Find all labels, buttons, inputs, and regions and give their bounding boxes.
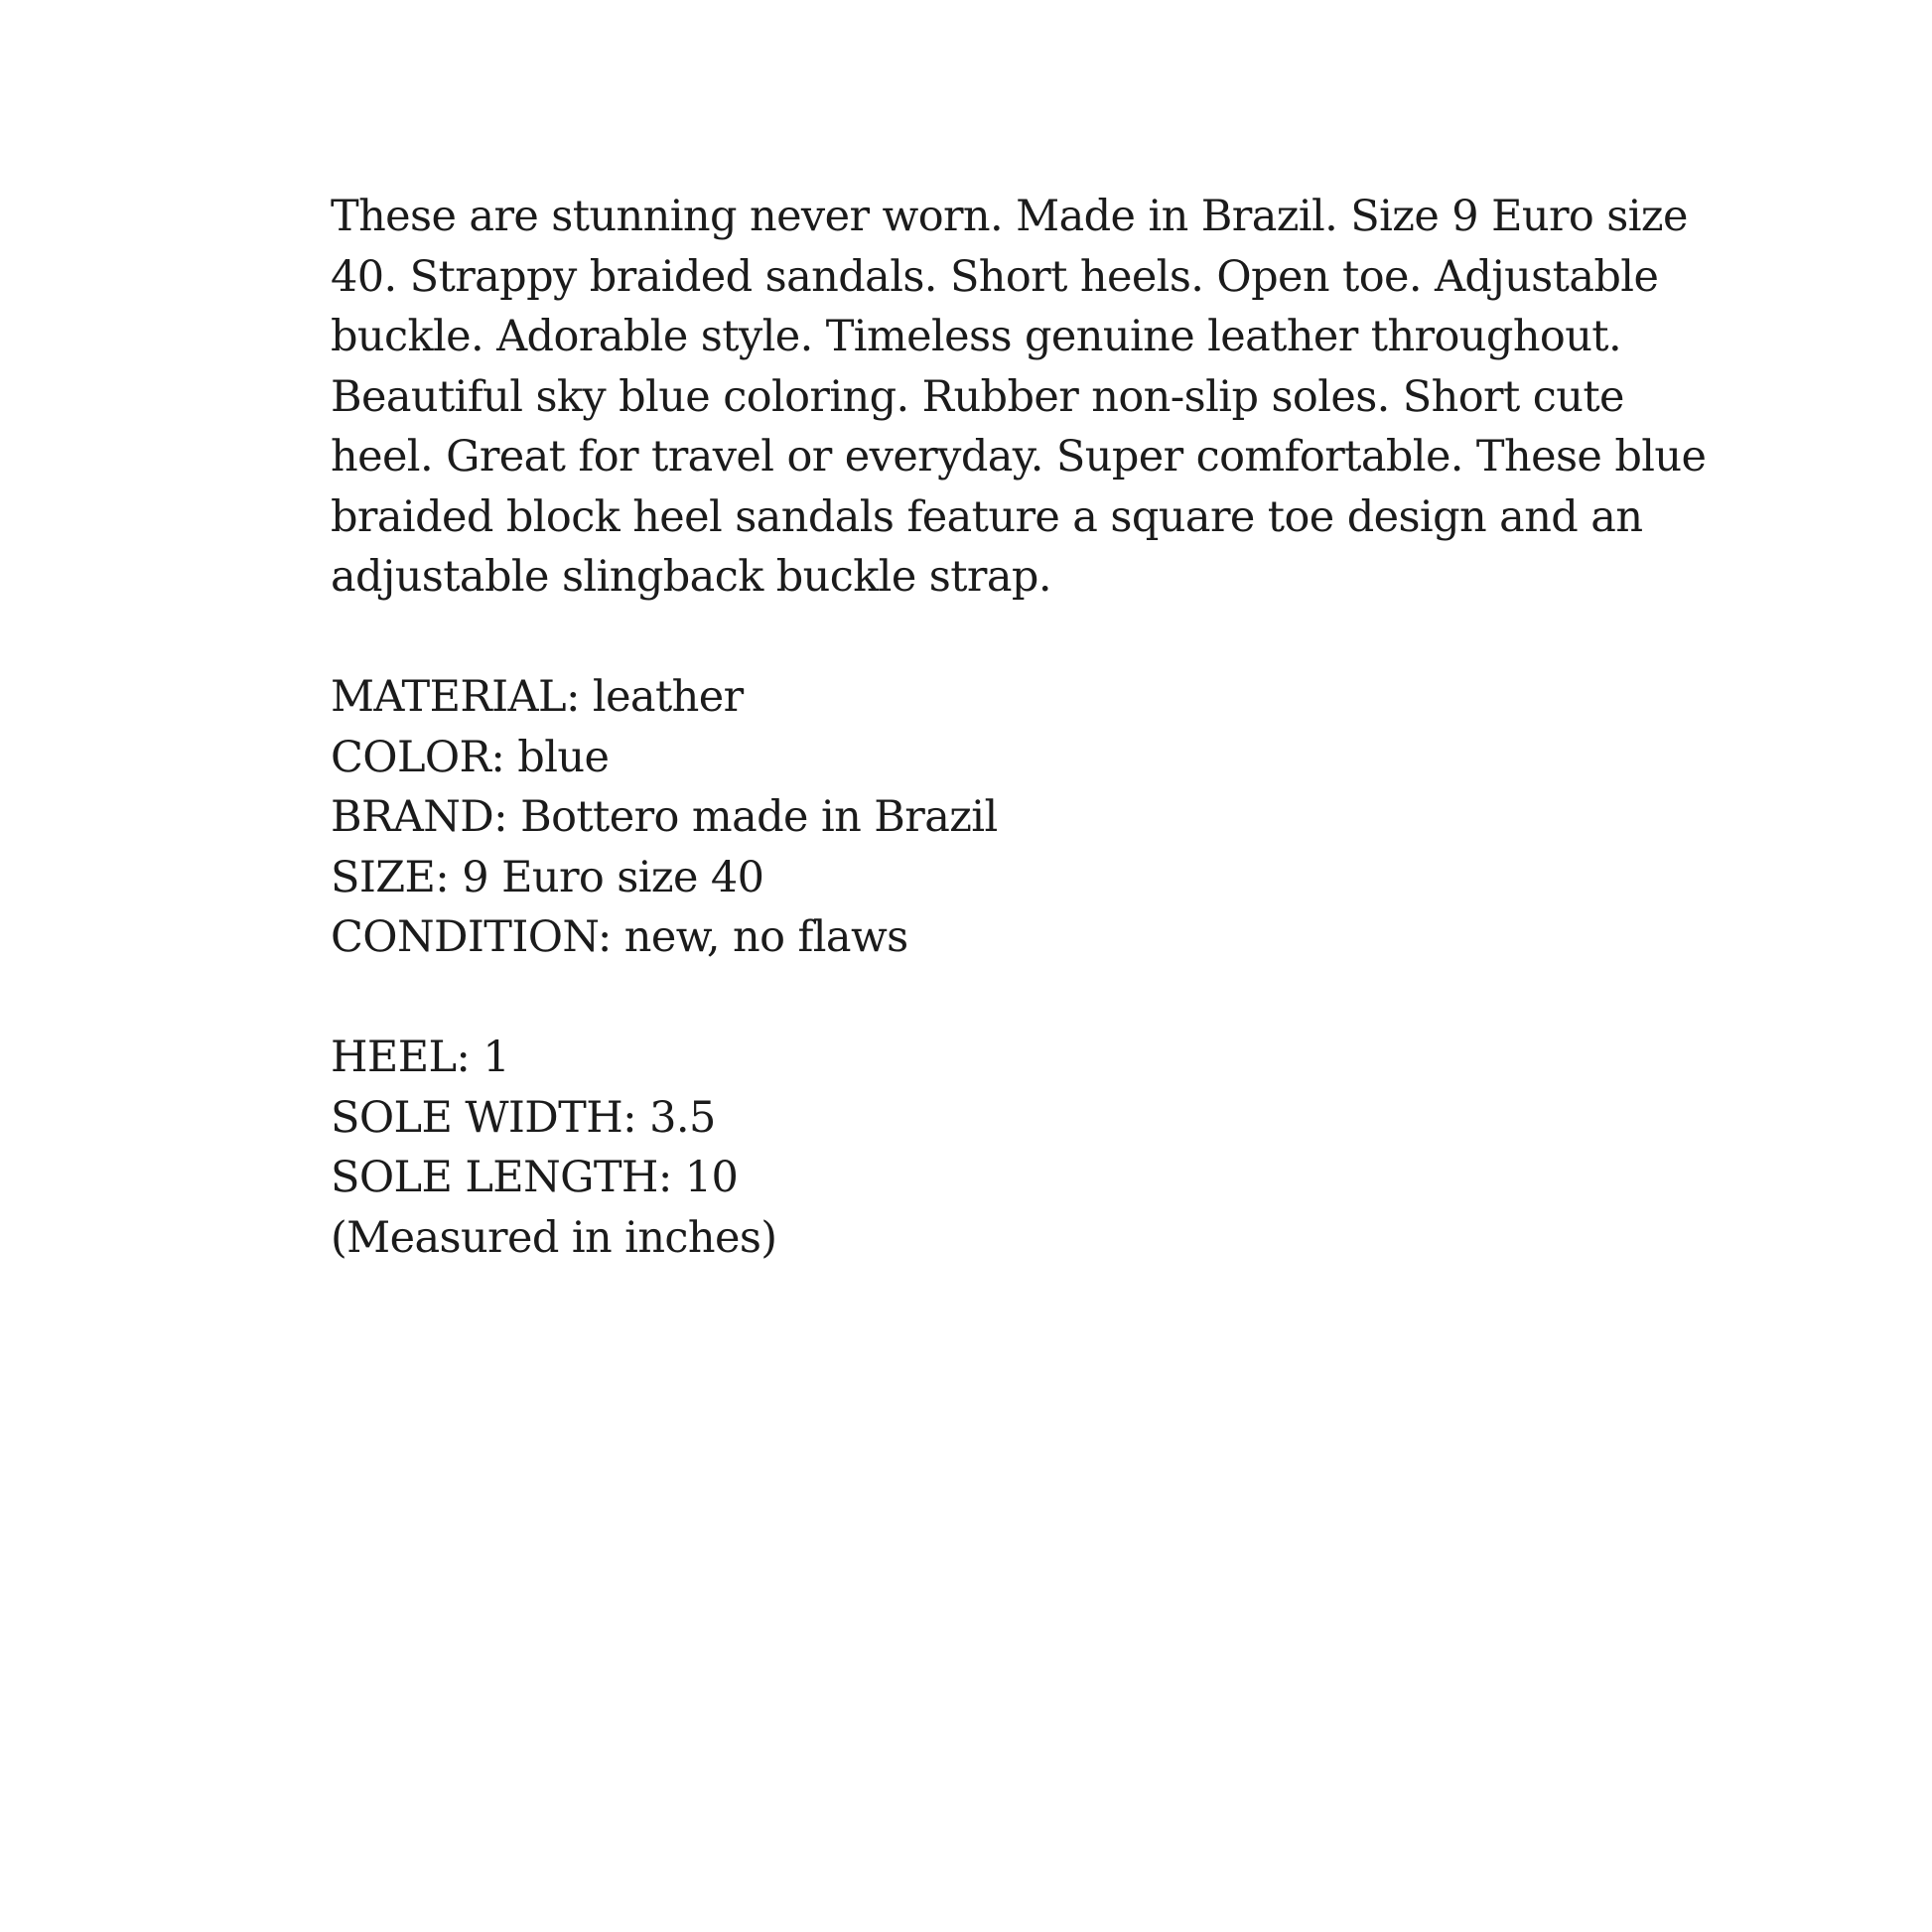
spec-material: MATERIAL: leather <box>331 672 744 722</box>
description-line: braided block heel sandals feature a square toe design and an <box>331 491 1643 542</box>
measurement-sole-width: SOLE WIDTH: 3.5 <box>331 1092 716 1143</box>
description-line: heel. Great for travel or everyday. Super comfortable. These blue <box>331 432 1707 482</box>
spec-size: SIZE: 9 Euro size 40 <box>331 852 764 902</box>
description-line: 40. Strappy braided sandals. Short heels. Open toe. Adjustable <box>331 251 1659 302</box>
listing-document <box>331 187 1707 1268</box>
description-line: buckle. Adorable style. Timeless genuine leather throughout. <box>331 312 1622 361</box>
paragraph-spacer <box>331 968 1621 1029</box>
measurement-note: (Measured in inches) <box>331 1212 777 1263</box>
measurement-sole-length: SOLE LENGTH: 10 <box>331 1153 739 1202</box>
specs-list <box>331 667 1621 968</box>
description-paragraph <box>331 187 1707 608</box>
measurement-heel: HEEL: 1 <box>331 1033 510 1082</box>
spec-color: COLOR: blue <box>331 732 610 782</box>
spec-condition: CONDITION: new, no flaws <box>331 912 908 962</box>
description-line: These are stunning never worn. Made in Brazil. Size 9 Euro size <box>331 192 1688 241</box>
paragraph-spacer <box>331 608 1621 668</box>
spec-brand: BRAND: Bottero made in Brazil <box>331 792 998 842</box>
measurements-list <box>331 1028 1621 1268</box>
description-line: adjustable slingback buckle strap. <box>331 552 1051 602</box>
description-line: Beautiful sky blue coloring. Rubber non-slip soles. Short cute <box>331 371 1624 422</box>
